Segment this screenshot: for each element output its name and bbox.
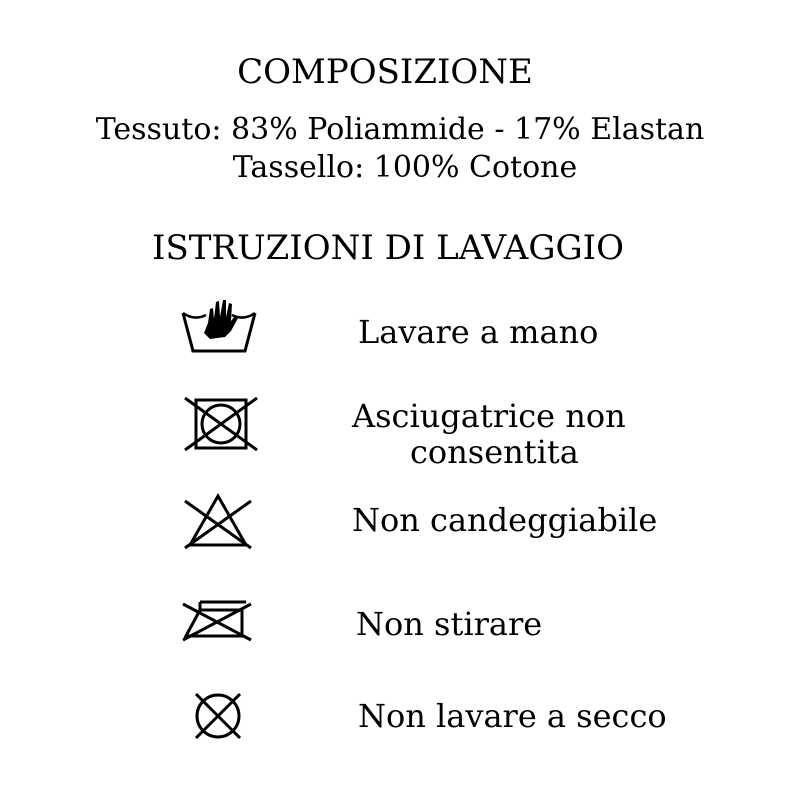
no-bleach-icon: [182, 493, 254, 551]
composition-title: COMPOSIZIONE: [237, 52, 533, 92]
composition-gusset-line: Tassello: 100% Cotone: [232, 150, 578, 185]
no-iron-icon: [180, 598, 254, 646]
care-label-no-dry-clean: Non lavare a secco: [358, 697, 667, 735]
care-label-no-tumble-dry: Asciugatrice non consentita: [352, 397, 626, 471]
care-label-no-iron: Non stirare: [356, 605, 543, 643]
care-label-no-bleach: Non candeggiabile: [352, 501, 658, 539]
no-tumble-dry-icon: [182, 395, 260, 453]
care-label-hand-wash: Lavare a mano: [358, 313, 599, 351]
no-dry-clean-icon: [190, 690, 246, 742]
care-instructions-title: ISTRUZIONI DI LAVAGGIO: [152, 228, 624, 268]
hand-wash-icon: [180, 295, 258, 357]
composition-fabric-line: Tessuto: 83% Poliammide - 17% Elastan: [95, 112, 705, 147]
